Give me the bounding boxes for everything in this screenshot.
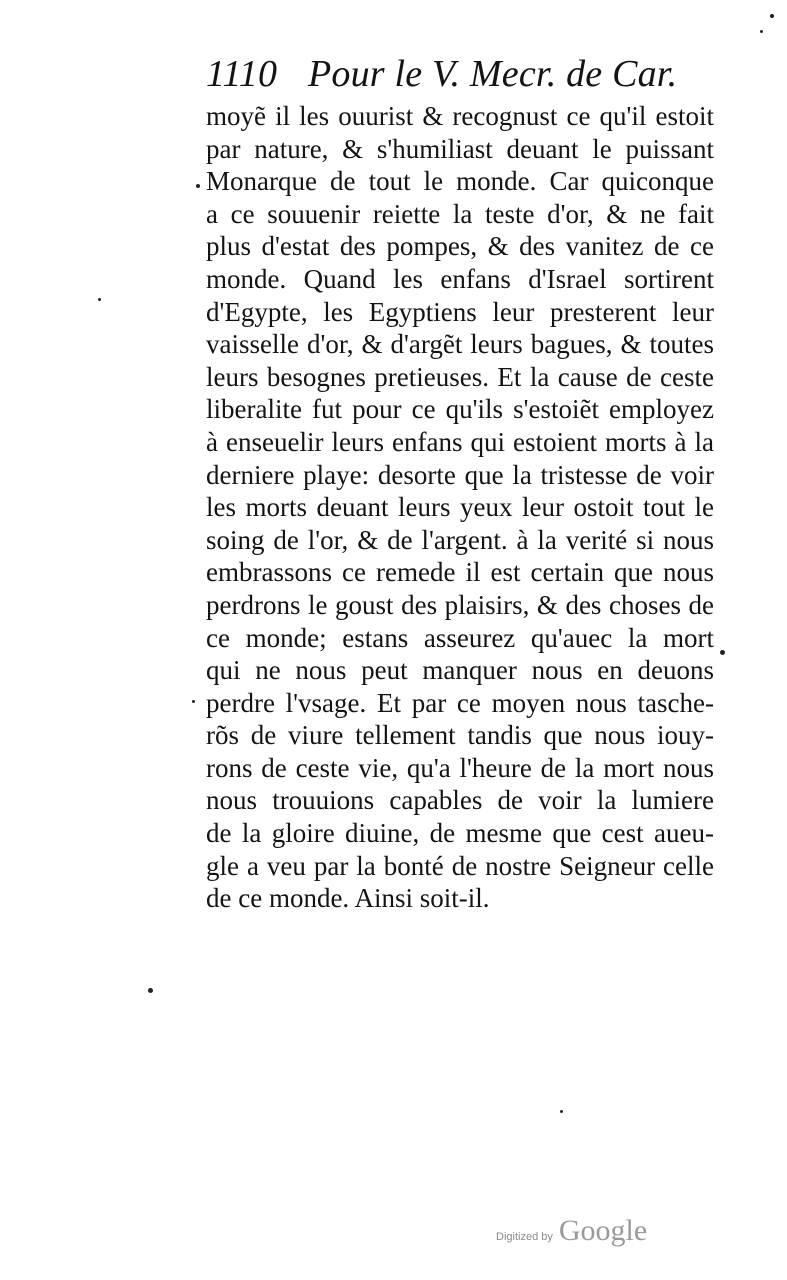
scan-speck [560, 1110, 563, 1113]
digitization-watermark [496, 1214, 647, 1254]
text-line: leurs besognes pretieuses. Et la cause de ceste [206, 361, 714, 392]
text-line: liberalite fut pour ce qu'ils s'estoiẽt employez [206, 394, 714, 425]
watermark-prefix: Digitized by [496, 1231, 553, 1243]
text-line: nous trouuions capables de voir la lumiere [206, 785, 714, 816]
text-line: d'Egypte, les Egyptiens leur presterent leur [206, 296, 714, 327]
text-line: ce monde; estans asseurez qu'auec la mort [206, 622, 714, 653]
scan-speck [192, 700, 195, 703]
text-line: à enseuelir leurs enfans qui estoient morts à la [206, 426, 714, 457]
text-line: de la gloire diuine, de mesme que cest aueu- [206, 818, 714, 849]
text-line: gle a veu par la bonté de nostre Seigneur celle [206, 850, 714, 881]
text-line: perdrons le goust des plaisirs, & des choses de [206, 589, 714, 620]
running-title: Pour le V. Mecr. de Car. [308, 53, 678, 95]
text-line: embrassons ce remede il est certain que nous [206, 557, 714, 588]
text-line: derniere playe: desorte que la tristesse de voir [206, 459, 714, 490]
scan-speck [98, 298, 101, 301]
text-line: rõs de viure tellement tandis que nous iouy- [206, 720, 714, 751]
page-number: 1110 [206, 53, 278, 95]
text-line: qui ne nous peut manquer nous en deuons [206, 655, 714, 686]
text-line: Monarque de tout le monde. Car quiconque [206, 166, 714, 197]
text-line: soing de l'or, & de l'argent. à la verité si nous [206, 524, 714, 555]
watermark-brand: Google [558, 1214, 648, 1247]
scan-speck [196, 184, 200, 188]
text-line: moyẽ il les ouurist & recognust ce qu'il estoit [206, 101, 714, 131]
text-line: plus d'estat des pompes, & des vanitez de ce [206, 231, 714, 262]
text-line: perdre l'vsage. Et par ce moyen nous tasche- [206, 687, 714, 718]
scan-speck [760, 30, 763, 33]
text-line: vaisselle d'or, & d'argẽt leurs bagues, & toutes [206, 329, 714, 360]
text-line: de ce monde. Ainsi soit-il. [206, 883, 490, 914]
scan-speck [770, 14, 774, 18]
running-head [206, 52, 676, 96]
scan-speck [148, 988, 153, 993]
text-line: par nature, & s'humiliast deuant le puissant [206, 133, 714, 164]
text-line: rons de ceste vie, qu'a l'heure de la mort nous [206, 752, 714, 783]
body-text [206, 100, 714, 915]
text-line: a ce souuenir reiette la teste d'or, & ne fait [206, 198, 714, 229]
text-line: les morts deuant leurs yeux leur ostoit tout le [206, 492, 714, 523]
scan-speck [720, 650, 725, 655]
text-line: monde. Quand les enfans d'Israel sortirent [206, 263, 714, 294]
